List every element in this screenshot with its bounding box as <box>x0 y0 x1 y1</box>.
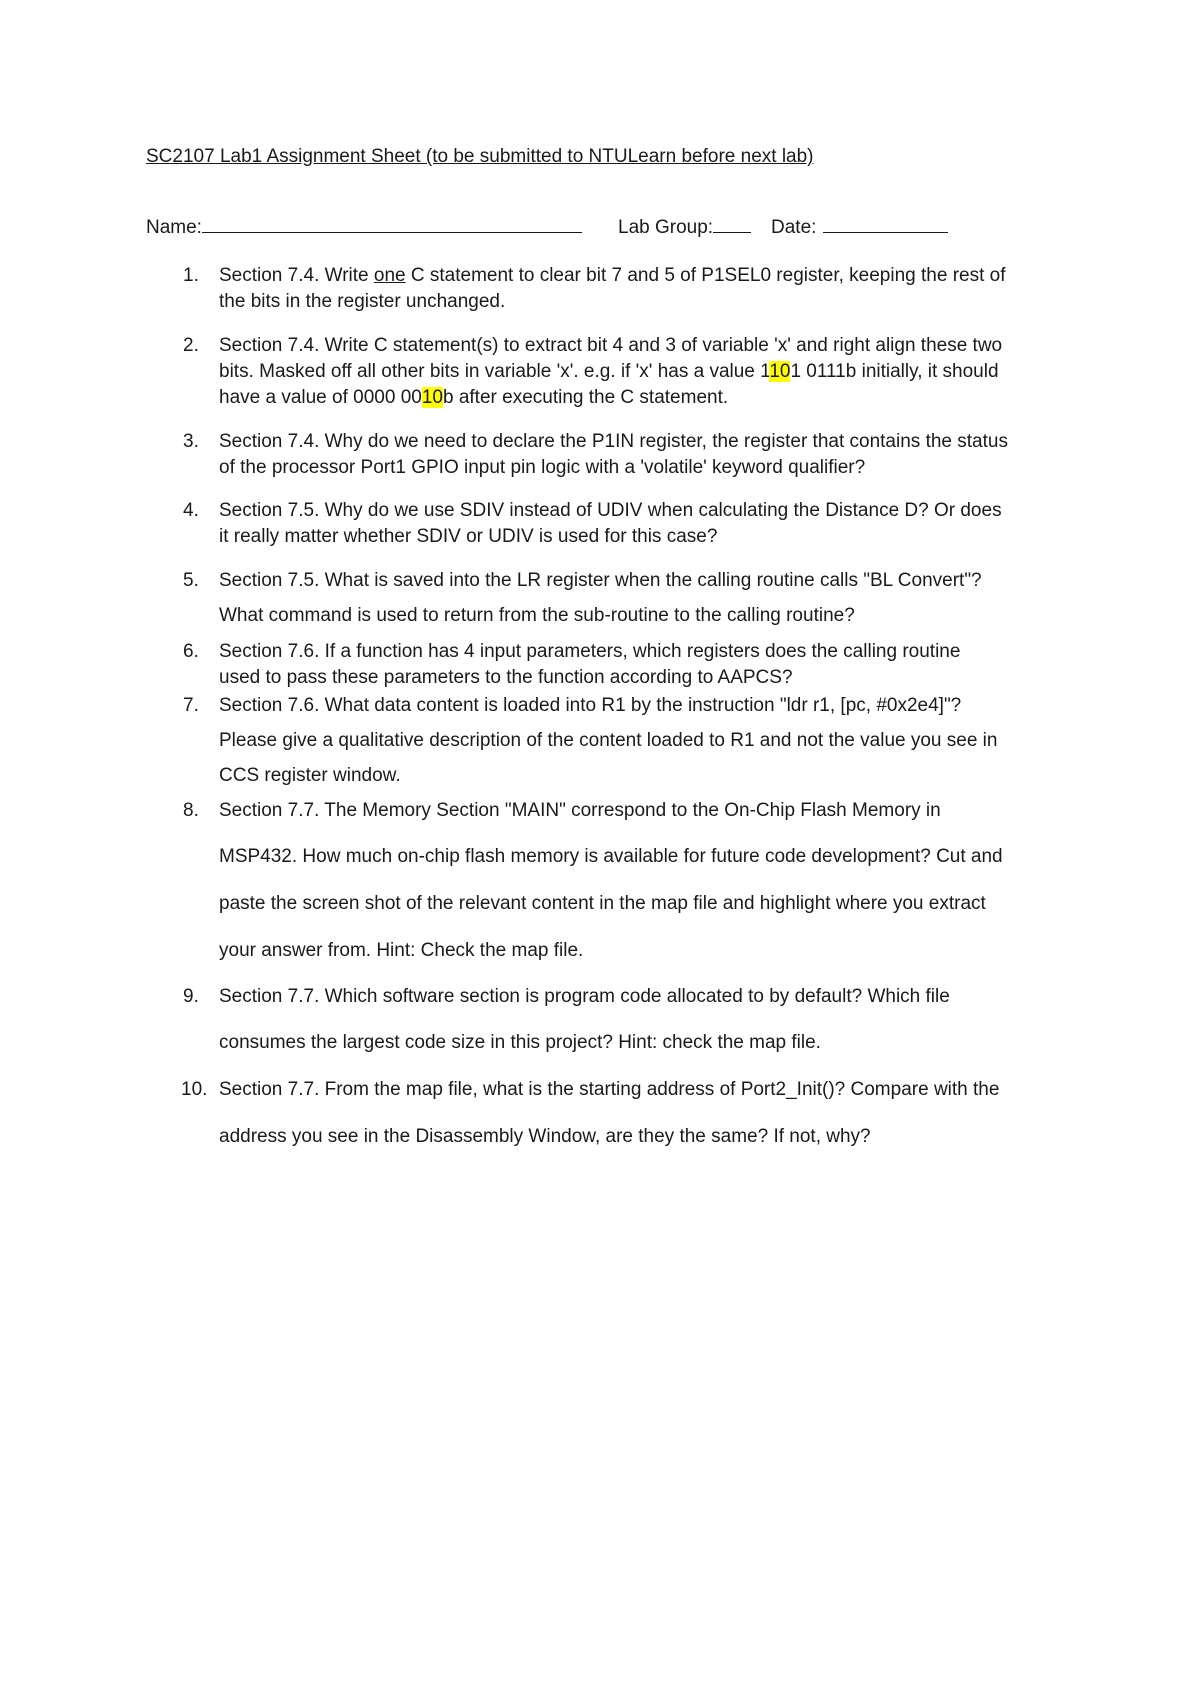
question-3-line-2: of the processor Port1 GPIO input pin logic with a 'volatile' keyword qualifier? <box>219 457 866 478</box>
question-number: 1. <box>183 265 199 286</box>
question-10-line-2: address you see in the Disassembly Window, are they the same? If not, why? <box>219 1126 871 1147</box>
question-4-line-1: Section 7.5. Why do we use SDIV instead of UDIV when calculating the Distance D? Or does <box>219 500 1002 521</box>
name-label: Name: <box>146 217 202 238</box>
question-8-line-4: your answer from. Hint: Check the map file. <box>219 940 584 961</box>
lab-group-label: Lab Group: <box>618 217 714 238</box>
question-4-line-2: it really matter whether SDIV or UDIV is used for this case? <box>219 526 718 547</box>
question-6-line-1: Section 7.6. If a function has 4 input parameters, which registers does the calling routine <box>219 641 961 662</box>
question-number: 9. <box>183 986 199 1007</box>
page-title: SC2107 Lab1 Assignment Sheet (to be submitted to NTULearn before next lab) <box>146 146 814 167</box>
question-9-line-2: consumes the largest code size in this project? Hint: check the map file. <box>219 1032 821 1053</box>
underlined-word-one: one <box>373 265 406 286</box>
question-10-line-1: Section 7.7. From the map file, what is the starting address of Port2_Init()? Compare with the <box>219 1079 1000 1100</box>
question-5-line-2: What command is used to return from the sub-routine to the calling routine? <box>219 605 855 626</box>
question-1-line-1: Section 7.4. Write one C statement to clear bit 7 and 5 of P1SEL0 register, keeping the rest of <box>219 265 1006 286</box>
question-8-line-3: paste the screen shot of the relevant content in the map file and highlight where you extract <box>219 893 986 914</box>
name-field-row <box>146 214 582 239</box>
lab-group-field-row <box>618 214 751 239</box>
question-7-line-1: Section 7.6. What data content is loaded into R1 by the instruction "ldr r1, [pc, #0x2e4]"? <box>219 695 962 716</box>
question-number: 5. <box>183 570 199 591</box>
question-7-line-2: Please give a qualitative description of the content loaded to R1 and not the value you see in <box>219 730 998 751</box>
question-5-line-1: Section 7.5. What is saved into the LR register when the calling routine calls "BL Convert"? <box>219 570 982 591</box>
question-8-line-2: MSP432. How much on-chip flash memory is available for future code development? Cut and <box>219 846 1003 867</box>
question-2-line-3: have a value of 0000 0010b after executing the C statement. <box>219 387 729 408</box>
question-number: 3. <box>183 431 199 452</box>
question-number: 7. <box>183 695 199 716</box>
question-number: 8. <box>183 800 199 821</box>
date-blank <box>823 214 948 233</box>
question-number: 6. <box>183 641 199 662</box>
name-blank <box>202 214 582 233</box>
question-number: 4. <box>183 500 199 521</box>
question-9-line-1: Section 7.7. Which software section is program code allocated to by default? Which file <box>219 986 950 1007</box>
lab-group-blank <box>713 214 751 233</box>
highlighted-bits: 10 <box>769 361 791 382</box>
question-2-line-2: bits. Masked off all other bits in variable 'x'. e.g. if 'x' has a value 1101 0111b initially, it should <box>219 361 999 382</box>
question-3-line-1: Section 7.4. Why do we need to declare the P1IN register, the register that contains the status <box>219 431 1008 452</box>
question-number: 10. <box>181 1079 208 1100</box>
date-label: Date: <box>771 217 817 238</box>
question-7-line-3: CCS register window. <box>219 765 401 786</box>
question-6-line-2: used to pass these parameters to the function according to AAPCS? <box>219 667 793 688</box>
highlighted-bits: 10 <box>421 387 443 408</box>
question-number: 2. <box>183 335 199 356</box>
question-8-line-1: Section 7.7. The Memory Section "MAIN" correspond to the On-Chip Flash Memory in <box>219 800 941 821</box>
date-field-row <box>771 214 948 239</box>
question-2-line-1: Section 7.4. Write C statement(s) to extract bit 4 and 3 of variable 'x' and right align these two <box>219 335 1003 356</box>
question-1-line-2: the bits in the register unchanged. <box>219 291 506 312</box>
